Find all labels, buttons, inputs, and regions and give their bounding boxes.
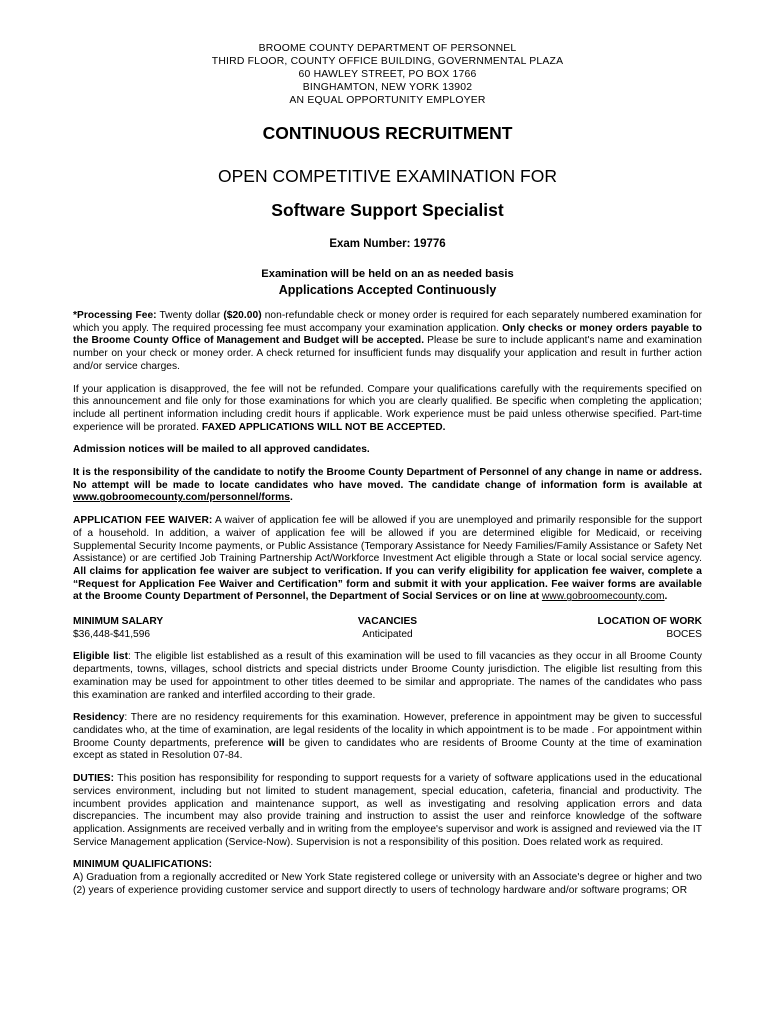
responsibility-text: It is the responsibility of the candidate to notify the Broome County Department of Personnel of any change in name or address. No attempt will be made to locate candidates who have moved. The candidate change of information form is available at [73, 467, 702, 491]
residency-paragraph [73, 712, 702, 763]
fee-waiver-paragraph [73, 515, 702, 604]
exam-type-heading: OPEN COMPETITIVE EXAMINATION FOR [217, 166, 557, 186]
location-label: LOCATION OF WORK [597, 616, 702, 628]
eligible-list-label: Eligible list [73, 651, 129, 663]
fee-waiver-verification: All claims for application fee waiver are subject to verification. If you can verify eligibility for application fee waiver, complete a “Request for Application Fee Waiver and Certification” form and submit it with your application. Fee waiver forms are available at the Broome County Department of Personnel, the Department of Social Services or on line at [73, 565, 702, 603]
residency-label: Residency [73, 712, 125, 724]
processing-fee-label: *Processing Fee: [73, 310, 157, 321]
duties-paragraph [73, 773, 702, 849]
processing-fee-text-3: Please be sure to include applicant's name and examination number on your check or money order. A check returned for insufficient funds may disqualify your application and result in further action and/or service charges. [73, 335, 703, 372]
qualifications-paragraph [73, 859, 702, 897]
recruitment-heading: CONTINUOUS RECRUITMENT [262, 123, 513, 143]
qualifications-text: A) Graduation from a regionally accredited or New York State registered college or university with an Associate's degree or higher and two (2) years of experience providing customer service and support directly to users of technology hardware and/or software programs; OR [73, 872, 702, 896]
salary-vacancy-table [73, 616, 702, 641]
admission-notice: Admission notices will be mailed to all approved candidates. [73, 444, 370, 456]
residency-text: : There are no residency requirements for this examination. However, preference in appointment may be given to successful candidates who, at the time of examination, are legal residents of the locality in which appointment is to be made . For appointment within Broome County departments, preference [73, 712, 702, 749]
county-website-link[interactable]: www.gobroomecounty.com [541, 591, 665, 603]
processing-fee-checks-note: Only checks or money orders payable to the Broome County Office of Management and Budget will be accepted. [73, 322, 702, 347]
held-note: Examination will be held on an as needed basis [261, 268, 514, 280]
vacancies-value: Anticipated [362, 628, 413, 640]
disapproved-text: If your application is disapproved, the fee will not be refunded. Compare your qualifications carefully with the requirements specified on this announcement and file only for those examinations for which you are clearly qualified. Be specific when completing the application; include all pertinent information including credit hours if applicable. Work experience must be paid unless otherwise specified. Part-time experience will be prorated. [73, 383, 702, 433]
duties-text: This position has responsibility for responding to support requests for a variety of software applications used in the educational services environment, including but not limited to student management, special education, cafeteria, financial and productivity. The incumbent provides application and maintenance support, as well as investigating and resolving application errors and data discrepancies. The incumbent may also provide training and instruction to assist the user and reinforce knowledge of the software application. Assignments are received verbally and in writing from the employee's supervisor and work is assigned and reviewed via the IT Service Management application (Service-Now). Supervision is not a responsibility of this position. Does related work as required. [73, 773, 702, 848]
agency-street: 60 HAWLEY STREET, PO BOX 1766 [298, 69, 477, 80]
agency-city: BINGHAMTON, NEW YORK 13902 [302, 82, 473, 93]
salary-value: $36,448-$41,596 [73, 628, 151, 640]
duties-label: DUTIES: [73, 773, 115, 785]
location-column [494, 616, 702, 641]
faxed-note: FAXED APPLICATIONS WILL NOT BE ACCEPTED. [201, 421, 446, 433]
fee-waiver-label: APPLICATION FEE WAIVER: [73, 515, 213, 527]
forms-link[interactable]: www.gobroomecounty.com/personnel/forms [73, 492, 290, 504]
processing-fee-text: Twenty dollar [156, 310, 224, 321]
eligible-list-paragraph [73, 651, 702, 702]
processing-fee-amount: ($20.00) [223, 310, 262, 321]
processing-fee-paragraph [73, 310, 702, 374]
processing-fee-text-2: non-refundable check or money order is required for each separately numbered examination for which you apply. The required processing fee must accompany your examination application. [73, 310, 702, 334]
residency-text-2: be given to candidates who are residents of Broome County at the time of examination except as stated in Resolution 07-84. [73, 737, 702, 762]
qualifications-label: MINIMUM QUALIFICATIONS: [73, 859, 213, 871]
agency-header [73, 42, 702, 107]
fee-waiver-end: . [664, 591, 668, 603]
responsibility-end: . [290, 492, 293, 504]
disapproved-paragraph [73, 384, 702, 435]
exam-number: Exam Number: 19776 [329, 238, 446, 250]
vacancies-label: VACANCIES [357, 616, 418, 628]
salary-label: MINIMUM SALARY [73, 616, 164, 628]
vacancies-column [281, 616, 495, 641]
agency-eoe: AN EQUAL OPPORTUNITY EMPLOYER [289, 95, 486, 106]
salary-column [73, 616, 281, 641]
location-value: BOCES [666, 628, 702, 640]
responsibility-paragraph [73, 467, 702, 505]
residency-will: will [267, 737, 285, 749]
eligible-list-text: : The eligible list established as a result of this examination will be used to fill vacancies as they occur in all Broome County departments, towns, villages, school districts and special districts under Broome County jurisdiction. The eligible list resulting from this examination may be used for appointment to other titles deemed to be similar and appropriate. The names of the candidates who pass this examination are ranked and interfiled according to their grade. [73, 651, 703, 701]
agency-name: BROOME COUNTY DEPARTMENT OF PERSONNEL [258, 43, 517, 54]
position-title: Software Support Specialist [271, 200, 504, 220]
accepted-note: Applications Accepted Continuously [278, 283, 497, 297]
fee-waiver-text: A waiver of application fee will be allowed if you are unemployed and primarily responsible for the support of a household. In addition, a waiver of application fee will be allowed if you are determined eligible for Medicaid, or receiving Supplemental Security Income payments, or Public Assistance (Temporary Assistance for Needy Families/Family Assistance or Safety Net Assistance) or are certified Job Training Partnership Act/Workforce Investment Act eligible through a State or local social service agency. [73, 515, 702, 565]
agency-building: THIRD FLOOR, COUNTY OFFICE BUILDING, GOVERNMENTAL PLAZA [211, 56, 564, 67]
